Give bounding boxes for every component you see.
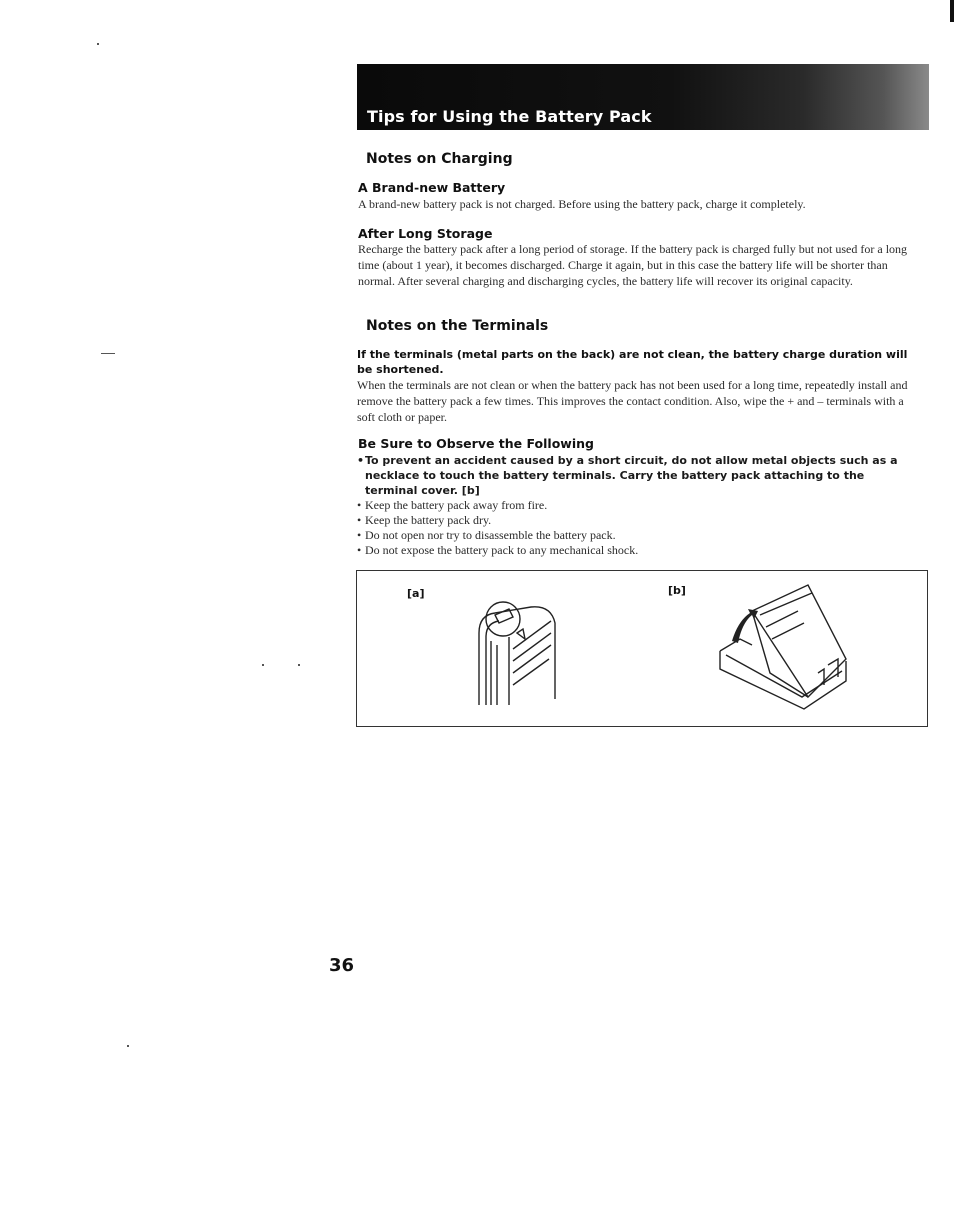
heading-notes-on-terminals: Notes on the Terminals <box>366 318 549 334</box>
bold-bullet-list <box>357 453 917 498</box>
figure-label-a: [a] <box>407 587 425 600</box>
scan-speck <box>97 43 99 45</box>
figure-label-b: [b] <box>668 584 686 597</box>
list-item: • Do not open nor try to disassemble the battery pack. <box>357 528 917 543</box>
figure-box <box>356 570 928 727</box>
battery-terminals-illustration <box>469 589 565 707</box>
banner-title: Tips for Using the Battery Pack <box>367 107 652 126</box>
list-item: • To prevent an accident caused by a short circuit, do not allow metal objects such as a necklace to touch the battery terminals. Carry the battery pack attaching to the terminal cover. [b] <box>357 453 917 498</box>
heading-brand-new-battery: A Brand-new Battery <box>358 180 506 195</box>
scan-speck <box>101 353 115 354</box>
list-item: • Do not expose the battery pack to any mechanical shock. <box>357 543 917 558</box>
text-terminals: When the terminals are not clean or when the battery pack has not been used for a long time, repeatedly install and remove the battery pack a few times. This improves the contact condition. Also, wipe the + and – terminals with a soft cloth or paper. <box>357 378 908 424</box>
bullet-list <box>357 498 917 558</box>
battery-cover-illustration <box>712 581 852 713</box>
section-banner <box>357 64 929 130</box>
scan-speck <box>262 664 264 666</box>
terminals-warning: If the terminals (metal parts on the back) are not clean, the battery charge duration will be shortened. <box>357 348 908 376</box>
heading-be-sure-to-observe: Be Sure to Observe the Following <box>358 436 594 451</box>
scan-speck <box>127 1045 129 1047</box>
list-item: • Keep the battery pack dry. <box>357 513 917 528</box>
page-number: 36 <box>329 955 355 976</box>
heading-after-long-storage: After Long Storage <box>358 226 493 241</box>
heading-notes-on-charging: Notes on Charging <box>366 151 513 167</box>
scan-speck <box>298 664 300 666</box>
page-edge-mark <box>950 0 954 22</box>
text-after-long-storage: Recharge the battery pack after a long period of storage. If the battery pack is charged fully but not used for a long time (about 1 year), it becomes discharged. Charge it again, but in this case the battery life will be shorter than normal. After several charging and discharging cycles, the battery life will recover its original capacity. <box>358 242 908 288</box>
text-brand-new-battery: A brand-new battery pack is not charged. Before using the battery pack, charge it completely. <box>358 197 806 211</box>
list-item: • Keep the battery pack away from fire. <box>357 498 917 513</box>
